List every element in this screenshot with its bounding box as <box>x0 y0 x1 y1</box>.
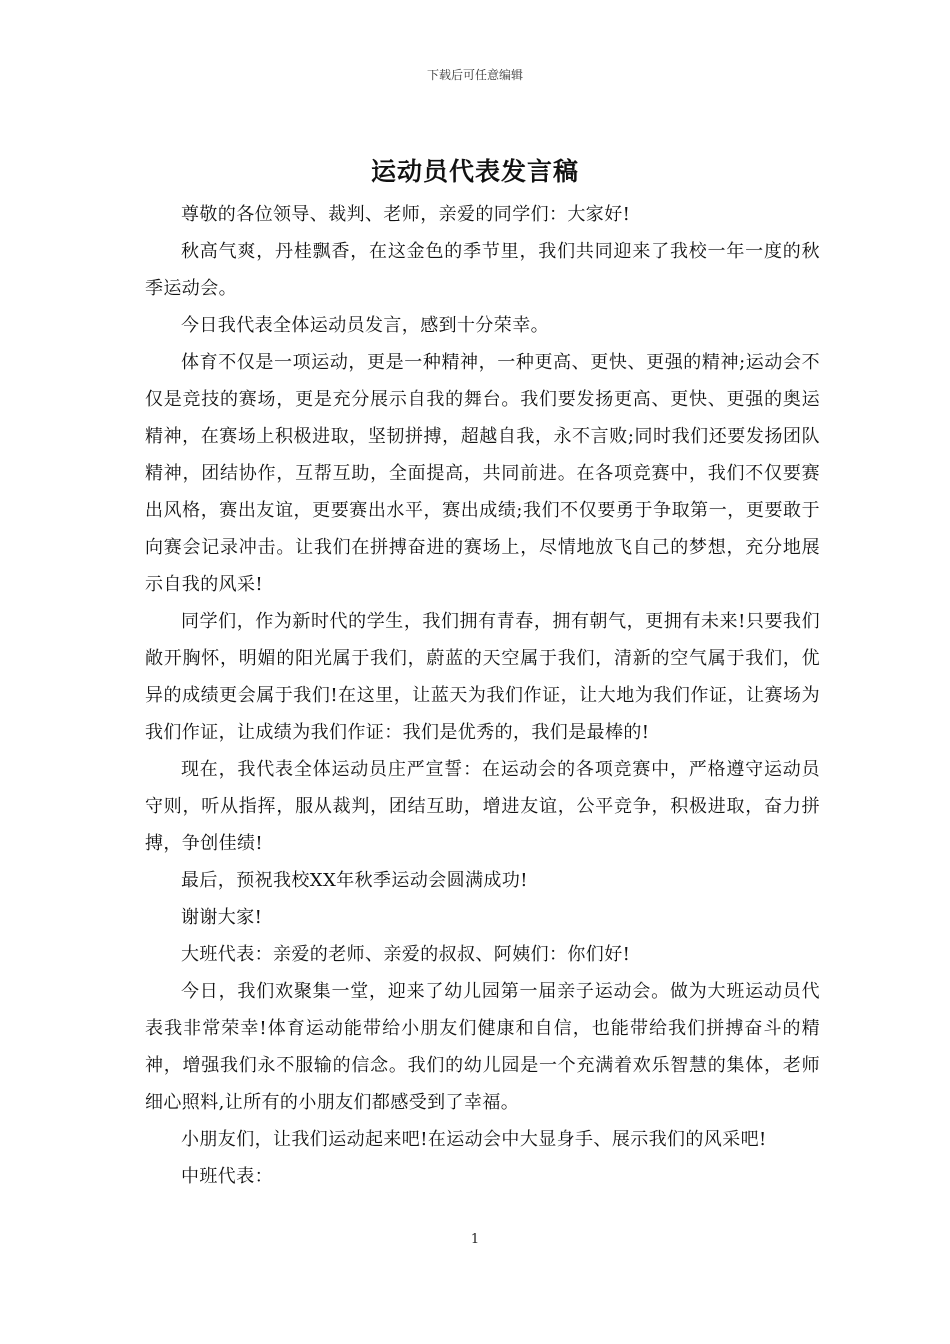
document-body <box>145 196 820 1195</box>
paragraph-middle-class: 中班代表： <box>181 1166 273 1187</box>
paragraph-sport-spirit: 体育不仅是一项运动，更是一种精神，一种更高、更快、更强的精神;运动会不仅是竞技的赛场，更是充分展示自我的舞台。我们要发扬更高、更快、更强的奥运精神，在赛场上积极进取，坚韧拼搏，超越自我，永不言败;同时我们还要发扬团队精神，团结协作，互帮互助，全面提高，共同前进。在各项竞赛中，我们不仅要赛出风格，赛出友谊，更要赛出水平，赛出成绩;我们不仅要勇于争取第一，更要敢于向赛会记录冲击。让我们在拼搏奋进的赛场上，尽情地放飞自己的梦想，充分地展示自我的风采! <box>145 352 820 595</box>
document-title: 运动员代表发言稿 <box>370 157 579 186</box>
paragraph-senior-class-speech: 今日，我们欢聚集一堂，迎来了幼儿园第一届亲子运动会。做为大班运动员代表我非常荣幸!体育运动能带给小朋友们健康和自信，也能带给我们拼搏奋斗的精神，增强我们永不服输的信念。我们的幼儿园是一个充满着欢乐智慧的集体，老师细心照料,让所有的小朋友们都感受到了幸福。 <box>145 981 820 1113</box>
paragraph-honor: 今日我代表全体运动员发言，感到十分荣幸。 <box>181 315 549 336</box>
paragraph-opening: 秋高气爽，丹桂飘香，在这金色的季节里，我们共同迎来了我校一年一度的秋季运动会。 <box>145 241 820 299</box>
paragraph-oath: 现在，我代表全体运动员庄严宣誓：在运动会的各项竞赛中，严格遵守运动员守则，听从指挥，服从裁判，团结互助，增进友谊，公平竞争，积极进取，奋力拼搏，争创佳绩! <box>145 759 820 854</box>
paragraph-wish: 最后，预祝我校XX年秋季运动会圆满成功! <box>181 870 528 891</box>
page-number: 1 <box>470 1232 480 1247</box>
paragraph-students: 同学们，作为新时代的学生，我们拥有青春，拥有朝气，更拥有未来!只要我们敞开胸怀，明媚的阳光属于我们，蔚蓝的天空属于我们，清新的空气属于我们，优异的成绩更会属于我们!在这里，让蓝天为我们作证，让大地为我们作证，让赛场为我们作证，让成绩为我们作证：我们是优秀的，我们是最棒的! <box>145 611 820 743</box>
paragraph-senior-class-greeting: 大班代表：亲爱的老师、亲爱的叔叔、阿姨们：你们好! <box>181 944 631 965</box>
paragraph-thanks: 谢谢大家! <box>181 907 263 928</box>
header-note: 下载后可任意编辑 <box>426 68 523 82</box>
paragraph-greeting: 尊敬的各位领导、裁判、老师，亲爱的同学们：大家好! <box>181 204 631 225</box>
paragraph-call-to-action: 小朋友们，让我们运动起来吧!在运动会中大显身手、展示我们的风采吧! <box>181 1129 767 1150</box>
